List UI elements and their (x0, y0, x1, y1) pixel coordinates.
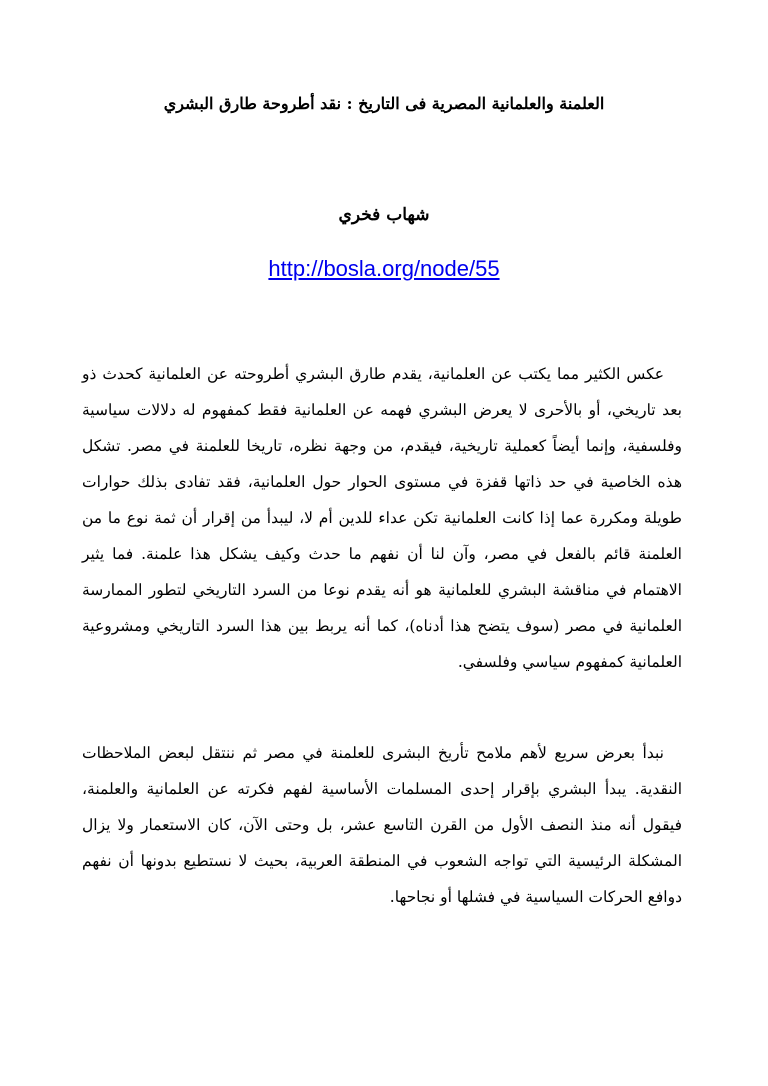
document-title: العلمنة والعلمانية المصرية فى التاريخ : نقد أطروحة طارق البشري (163, 94, 605, 113)
paragraph-2-text: نبدأ بعرض سريع لأهم ملامح تأريخ البشرى للعلمنة في مصر ثم ننتقل لبعض الملاحظات النقدية. يبدأ البشري بإقرار إحدى المسلمات الأساسية لفهم فكرته عن العلمانية والعلمنة، فيقول أنه منذ النصف الأول من القرن التاسع عشر، بل وحتى الآن، كان الاستعمار ولا يزال المشكلة الرئيسية التي تواجه الشعوب في المنطقة العربية، بحيث لا نستطيع بدونها أن نفهم دوافع الحركات السياسية في فشلها أو نجاحها. (82, 744, 682, 906)
paragraph-2 (82, 735, 682, 915)
paragraph-1 (82, 356, 682, 680)
paragraph-1-text: عكس الكثير مما يكتب عن العلمانية، يقدم طارق البشري أطروحته عن العلمانية كحدث ذو بعد تاريخي، أو بالأحرى لا يعرض البشري فهمه عن العلمانية فقط كمفهوم له دلالات سياسية وفلسفية، وإنما أيضاً كعملية تاريخية، فيقدم، من وجهة نظره، تاريخا للعلمنة في مصر. تشكل هذه الخاصية في حد ذاتها قفزة في مستوى الحوار حول العلمانية، فقد تفادى بذلك حوارات طويلة ومكررة عما إذا كانت العلمانية تكن عداء للدين أم لا، ليبدأ من إقرار أن ثمة نوع ما من العلمنة قائم بالفعل في مصر، وآن لنا أن نفهم ما حدث وكيف يشكل هذا علمنة. فما يثير الاهتمام في مناقشة البشري للعلمانية هو أنه يقدم نوعا من السرد التاريخي لتطور الممارسة العلمانية في مصر (سوف يتضح هذا أدناه)، كما أنه يربط بين هذا السرد التاريخي ومشروعية العلمانية كمفهوم سياسي وفلسفي. (82, 365, 682, 671)
source-link[interactable]: http://bosla.org/node/55 (268, 256, 500, 281)
author-name: شهاب فخري (338, 205, 430, 225)
